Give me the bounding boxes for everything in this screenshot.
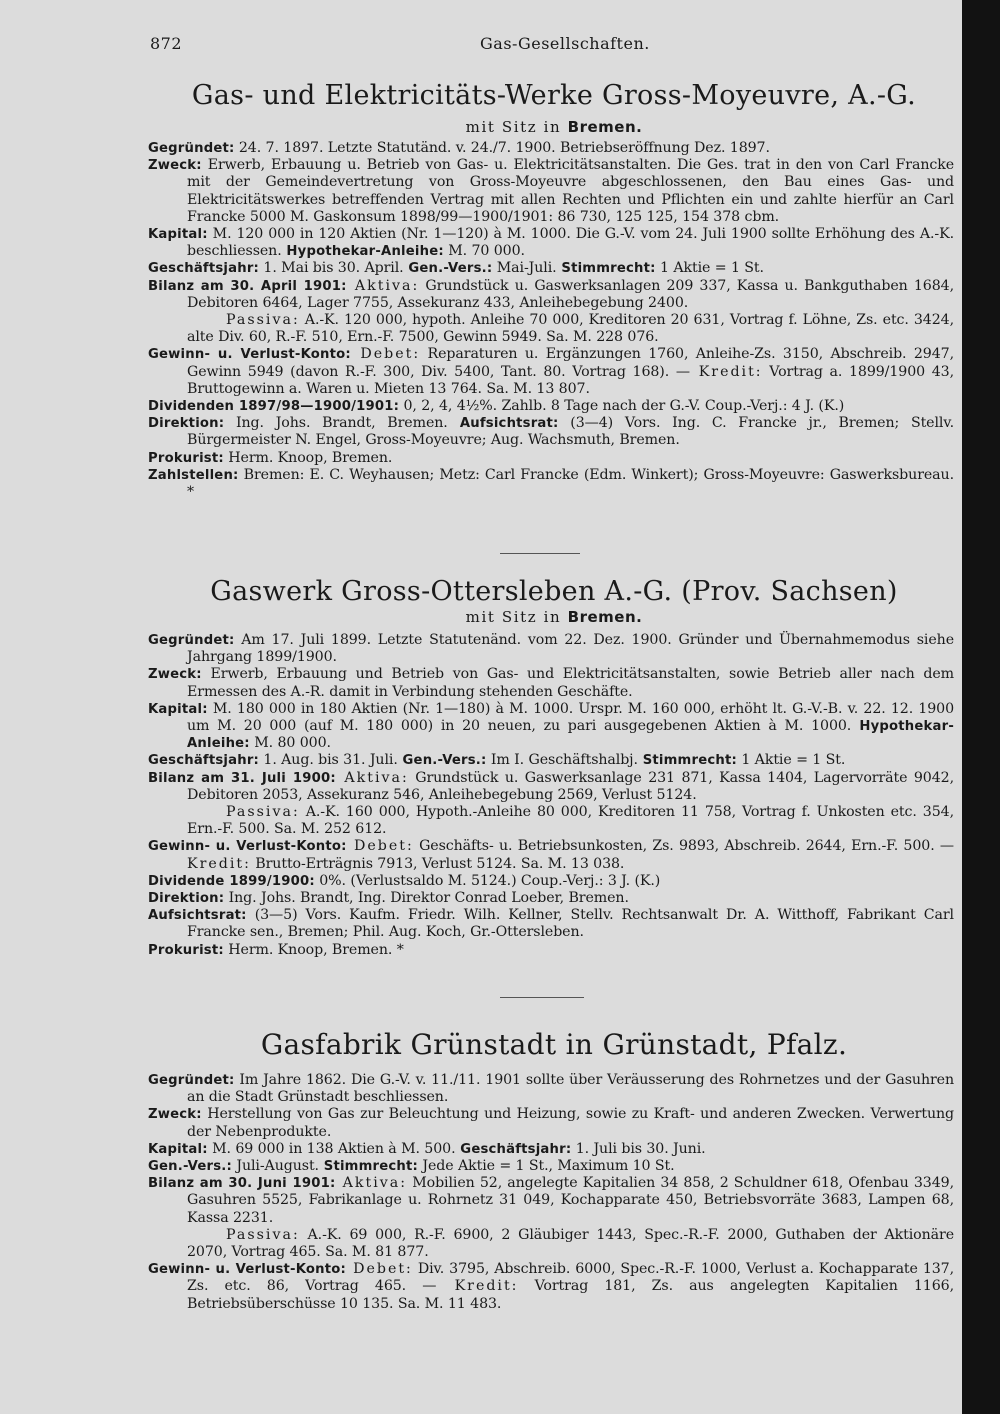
page-number: 872 xyxy=(150,34,183,53)
entry-key: Prokurist: xyxy=(148,942,224,958)
entry-key: Gen.-Vers.: xyxy=(403,261,493,277)
entry-text: Erwerb, Erbauung und Betrieb von Gas- und Elektricitätsanstalten, sowie Betrieb aller nach dem Ermessen des A.-R. damit in Verbindung stehenden Geschäfte. xyxy=(187,666,954,700)
entry-text: Reparaturen u. Ergänzungen 1760, Anleihe-Zs. 3150, Abschreib. 2947, Gewinn 5949 (davon R.-F. 300, Div. 5400, Tant. 80. Vortrag 168). — xyxy=(187,346,954,380)
entry-key: Gewinn- u. Verlust-Konto: xyxy=(148,347,351,363)
entry-paragraph xyxy=(148,838,954,872)
entry-text: M. 180 000 in 180 Aktien (Nr. 1—180) à M. 1000. Urspr. M. 160 000, erhöht lt. G.-V.-B. v. 22. 12. 1900 um M. 20 000 (auf M. 180 000) in 20 neuen, zu pari ausgegebenen Aktien à M. 1000. xyxy=(187,700,954,735)
entry-key: Bilanz am 30. April 1901: xyxy=(148,278,347,294)
entry-key: Geschäftsjahr: xyxy=(148,753,259,769)
entry-text: Vortrag a. 1899/1900 43, Bruttogewinn a. Waren u. Mieten 13 764. Sa. M. 13 807. xyxy=(187,363,954,397)
entry-text: A.-K. 69 000, R.-F. 6900, 2 Gläubiger 1443, Spec.-R.-F. 2000, Guthaben der Aktionäre 2070, Vortrag 465. Sa. M. 81 877. xyxy=(187,1226,954,1261)
entry-text: Mobilien 52, angelegte Kapitalien 34 858, 2 Schuldner 618, Ofenbau 3349, Gasuhren 5525, Fabrikanlage u. Rohrnetz 31 049, Kochapparate 450, Betriebsvorräte 3683, Lampen 68, Kassa 2231. xyxy=(187,1175,954,1226)
entry-paragraph xyxy=(148,632,954,666)
entry-text: Am 17. Juli 1899. Letzte Statutenänd. vom 22. Dez. 1900. Gründer und Übernahmemodus siehe Jahrgang 1899/1900. xyxy=(187,632,954,666)
entry-paragraph xyxy=(148,1227,954,1261)
entry-spaced-label: Aktiva: xyxy=(335,1175,408,1192)
entry-key: Gen.-Vers.: xyxy=(397,753,487,769)
entry-key: Aufsichtsrat: xyxy=(148,908,247,924)
entry-spaced-label: Passiva: xyxy=(226,804,300,821)
entry-paragraph xyxy=(148,415,954,449)
entry-key: Gegründet: xyxy=(148,1073,235,1088)
entry-paragraph xyxy=(148,804,954,838)
entry-text: Vortrag 181, Zs. aus angelegten Kapitalien 1166, Betriebsüberschüsse 10 135. Sa. M. 11 483. xyxy=(187,1278,955,1312)
entry-text: Herm. Knoop, Bremen. * xyxy=(223,941,404,958)
entry-text: M. 69 000 in 138 Aktien à M. 500. xyxy=(207,1140,456,1157)
entry-key: Gewinn- u. Verlust-Konto: xyxy=(148,1262,347,1278)
entry-key: Stimmrecht: xyxy=(637,753,737,769)
entry-key: Dividende 1899/1900: xyxy=(148,873,315,889)
entry-text: M. 120 000 in 120 Aktien (Nr. 1—120) à M. 1000. Die G.-V. vom 24. Juli 1900 sollte Erhöhung des A.-K. beschliessen. xyxy=(187,226,954,260)
scan-page-edge xyxy=(962,0,1000,1414)
company-entry xyxy=(148,1072,954,1313)
entry-paragraph xyxy=(148,450,954,467)
entry-paragraph xyxy=(148,873,954,890)
entry-paragraph xyxy=(148,346,954,398)
entry-paragraph xyxy=(148,701,954,753)
entry-text: (3—4) Vors. Ing. C. Francke jr., Bremen; Stellv. Bürgermeister N. Engel, Gross-Moyeuvre; Aug. Wachsmuth, Bremen. xyxy=(187,415,954,449)
entry-text: 0, 2, 4, 4½%. Zahlb. 8 Tage nach der G.-V. Coup.-Verj.: 4 J. (K.) xyxy=(399,398,845,415)
entry-text: Im Jahre 1862. Die G.-V. v. 11./11. 1901 sollte über Veräusserung des Rohrnetzes und der Gasuhren an die Stadt Grünstadt beschliessen. xyxy=(187,1072,954,1106)
company-seat xyxy=(148,608,960,626)
entry-spaced-label: Kredit: xyxy=(187,855,251,872)
entry-spaced-label: Debet: xyxy=(346,1261,413,1278)
entry-key: Aufsichtsrat: xyxy=(447,416,559,432)
entry-spaced-label: Kredit: xyxy=(689,363,763,380)
entry-key: Zweck: xyxy=(148,667,202,683)
entry-key: Zahlstellen: xyxy=(148,467,239,483)
entry-text: Im I. Geschäftshalbj. xyxy=(486,752,638,769)
entry-text: Mai-Juli. xyxy=(492,260,557,277)
entry-text: Div. 3795, Abschreib. 6000, Spec.-R.-F. 1000, Verlust a. Kochapparate 137, Zs. etc. 86, Vortrag 465. — xyxy=(187,1261,955,1295)
running-title: Gas-Gesellschaften. xyxy=(480,34,650,53)
entry-text: Herm. Knoop, Bremen. xyxy=(223,449,393,466)
entry-paragraph xyxy=(148,942,954,959)
entry-key: Zweck: xyxy=(148,158,202,174)
entry-key: Bilanz am 30. Juni 1901: xyxy=(148,1176,336,1192)
company-entry xyxy=(148,140,954,501)
entry-paragraph xyxy=(148,157,954,226)
entry-paragraph xyxy=(148,312,954,346)
entry-spaced-label: Aktiva: xyxy=(335,769,409,786)
company-entry xyxy=(148,632,954,959)
entry-text: Ing. Johs. Brandt, Bremen. xyxy=(224,415,448,432)
entry-key: Gewinn- u. Verlust-Konto: xyxy=(148,839,347,855)
entry-text: 24. 7. 1897. Letzte Statutänd. v. 24./7. 1900. Betriebseröffnung Dez. 1897. xyxy=(234,140,770,156)
entry-text: Ing. Johs. Brandt, Ing. Direktor Conrad Loeber, Bremen. xyxy=(224,890,629,907)
entry-spaced-label: Aktiva: xyxy=(346,277,420,294)
company-title: Gasfabrik Grünstadt in Grünstadt, Pfalz. xyxy=(260,1028,848,1061)
section-divider xyxy=(500,553,580,554)
entry-paragraph xyxy=(148,666,954,700)
entry-paragraph xyxy=(148,1158,954,1175)
entry-text: 1. Aug. bis 31. Juli. xyxy=(259,752,398,769)
entry-paragraph xyxy=(148,1141,954,1158)
entry-paragraph xyxy=(148,1072,954,1106)
entry-paragraph xyxy=(148,770,954,804)
entry-key: Bilanz am 31. Juli 1900: xyxy=(148,770,336,786)
entry-key: Zweck: xyxy=(148,1107,202,1123)
entry-spaced-label: Debet: xyxy=(350,346,421,363)
seat-prefix: mit Sitz in xyxy=(465,608,562,626)
seat-city: Bremen. xyxy=(567,118,643,136)
entry-key: Kapital: xyxy=(148,701,208,717)
entry-text: A.-K. 120 000, hypoth. Anleihe 70 000, Kreditoren 20 631, Vortrag f. Löhne, Zs. etc. 3424, alte Div. 60, R.-F. 510, Ern.-F. 7500, Gewinn 5949. Sa. M. 228 076. xyxy=(187,312,954,346)
entry-key: Gegründet: xyxy=(148,633,235,648)
entry-key: Stimmrecht: xyxy=(318,1159,418,1175)
entry-key: Kapital: xyxy=(148,1141,208,1157)
entry-text: Brutto-Erträgnis 7913, Verlust 5124. Sa. M. 13 038. xyxy=(250,855,625,872)
entry-key: Direktion: xyxy=(148,891,225,907)
entry-text: 1 Aktie = 1 St. xyxy=(655,260,764,277)
entry-paragraph xyxy=(148,140,954,157)
entry-key: Geschäftsjahr: xyxy=(455,1141,572,1157)
seat-prefix: mit Sitz in xyxy=(465,118,562,136)
running-header xyxy=(150,34,950,58)
entry-text: 0%. (Verlustsaldo M. 5124.) Coup.-Verj.: 3 J. (K.) xyxy=(314,872,661,889)
entry-text: M. 80 000. xyxy=(249,735,331,752)
entry-spaced-label: Kredit: xyxy=(436,1278,519,1295)
entry-spaced-label: Passiva: xyxy=(226,1226,300,1243)
entry-paragraph xyxy=(148,467,954,501)
entry-paragraph xyxy=(148,1261,954,1313)
entry-text: Herstellung von Gas zur Beleuchtung und Heizung, sowie zu Kraft- und anderen Zwecken. Verwertung der Nebenprodukte. xyxy=(187,1106,954,1140)
entry-paragraph xyxy=(148,398,954,415)
entry-text: 1 Aktie = 1 St. xyxy=(736,752,846,769)
entry-text: Grundstück u. Gaswerksanlagen 209 337, Kassa u. Bankguthaben 1684, Debitoren 6464, Lager 7755, Assekuranz 433, Anleihebegebung 2400. xyxy=(187,277,954,311)
entry-text: Jede Aktie = 1 St., Maximum 10 St. xyxy=(417,1158,675,1175)
entry-paragraph xyxy=(148,226,954,260)
seat-city: Bremen. xyxy=(567,608,643,626)
entry-text: Bremen: E. C. Weyhausen; Metz: Carl Francke (Edm. Winkert); Gross-Moyeuvre: Gaswerksbureau. * xyxy=(187,466,954,501)
entry-spaced-label: Passiva: xyxy=(226,312,300,329)
entry-paragraph xyxy=(148,1106,954,1140)
entry-text: M. 70 000. xyxy=(443,243,525,260)
entry-text: Grundstück u. Gaswerksanlage 231 871, Kassa 1404, Lagervorräte 9042, Debitoren 2053, Assekuranz 546, Anleihebegebung 2569, Verlust 5124. xyxy=(187,769,954,803)
entry-text: 1. Mai bis 30. April. xyxy=(259,260,404,277)
entry-key: Hypothekar-Anleihe: xyxy=(281,244,444,260)
company-title: Gas- und Elektricitäts-Werke Gross-Moyeuvre, A.-G. xyxy=(191,80,917,111)
company-title: Gaswerk Gross-Ottersleben A.-G. (Prov. Sachsen) xyxy=(210,576,898,607)
entry-paragraph xyxy=(148,890,954,907)
company-seat xyxy=(148,118,960,136)
entry-key: Prokurist: xyxy=(148,450,224,466)
entry-text: (3—5) Vors. Kaufm. Friedr. Wilh. Kellner, Stellv. Rechtsanwalt Dr. A. Witthoff, Fabrikant Carl Francke sen., Bremen; Phil. Aug. Koch, Gr.-Ottersleben. xyxy=(187,907,954,941)
entry-key: Gegründet: xyxy=(148,141,235,156)
entry-text: A.-K. 160 000, Hypoth.-Anleihe 80 000, Kreditoren 11 758, Vortrag f. Unkosten etc. 354, Ern.-F. 500. Sa. M. 252 612. xyxy=(187,804,954,838)
entry-text: Juli-August. xyxy=(231,1158,319,1175)
entry-key: Hypothekar-Anleihe: xyxy=(187,719,954,752)
section-divider xyxy=(500,997,584,998)
entry-spaced-label: Debet: xyxy=(346,838,414,855)
entry-text: Geschäfts- u. Betriebsunkosten, Zs. 9893, Abschreib. 2644, Ern.-F. 500. — xyxy=(413,838,955,855)
entry-key: Kapital: xyxy=(148,227,208,243)
entry-key: Geschäftsjahr: xyxy=(148,261,259,277)
entry-text: Erwerb, Erbauung u. Betrieb von Gas- u. Elektricitätsanstalten. Die Ges. trat in den von Carl Francke mit der Gemeindevertretung von Gross-Moyeuvre abgeschlossenen, den Bau eines Gas- und Elektricitätswerkes betreffenden Vertrag mit allen Rechten und Pflichten ein und zahlte hierfür an Carl Francke 5000 M. Gaskonsum 1898/99—1900/1901: 86 730, 125 125, 154 378 cbm. xyxy=(187,157,954,225)
entry-paragraph xyxy=(148,907,954,941)
entry-key: Dividenden 1897/98—1900/1901: xyxy=(148,399,400,415)
entry-key: Direktion: xyxy=(148,416,225,432)
entry-paragraph xyxy=(148,260,954,277)
entry-paragraph xyxy=(148,752,954,769)
entry-paragraph xyxy=(148,1175,954,1227)
entry-key: Gen.-Vers.: xyxy=(148,1159,232,1175)
entry-key: Stimmrecht: xyxy=(556,261,656,277)
entry-text: 1. Juli bis 30. Juni. xyxy=(571,1140,706,1157)
entry-paragraph xyxy=(148,278,954,312)
